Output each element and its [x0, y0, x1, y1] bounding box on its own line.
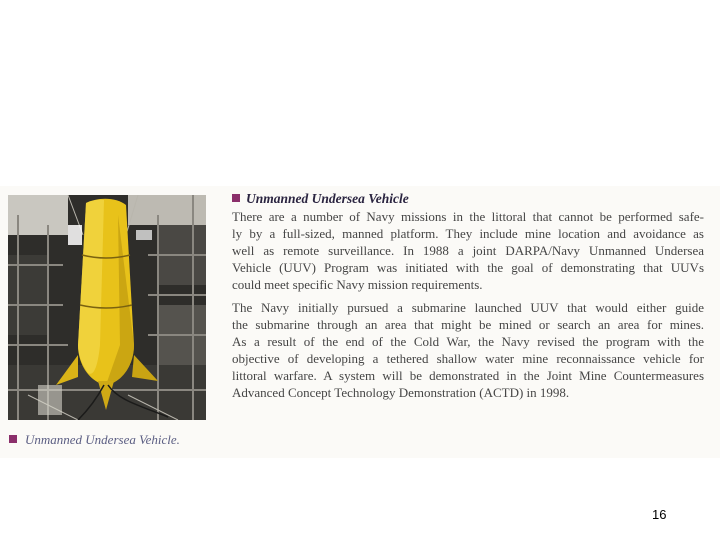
paragraph-1	[232, 208, 704, 293]
paragraph-line: Vehicle (UUV) Program was initiated with the goal of demonstrating that UUVs	[232, 260, 704, 275]
article-heading	[232, 190, 704, 208]
bullet-icon	[9, 435, 17, 443]
paragraph-2	[232, 299, 704, 401]
uuv-photo	[8, 195, 206, 420]
page-number: 16	[652, 507, 667, 522]
photo-caption	[9, 432, 180, 448]
paragraph-line: The Navy initially pursued a submarine launched UUV that would either guide	[232, 300, 704, 315]
paragraph-line: the submarine through an area that might be mined or search an area for mines.	[232, 317, 704, 332]
paragraph-line: ly by a full-sized, manned platform. They include mine location and avoidance as	[232, 226, 704, 241]
paragraph-line: There are a number of Navy missions in the littoral that cannot be performed safe-	[232, 209, 704, 224]
photo-caption-text: Unmanned Undersea Vehicle.	[25, 432, 180, 447]
paragraph-line: As a result of the end of the Cold War, the Navy revised the program with the	[232, 334, 704, 349]
article-heading-text: Unmanned Undersea Vehicle	[246, 191, 409, 206]
paragraph-line: could meet specific Navy mission requirements.	[232, 277, 483, 292]
article	[232, 190, 704, 401]
paragraph-line: Advanced Concept Technology Demonstration (ACTD) in 1998.	[232, 385, 570, 400]
bullet-icon	[232, 194, 240, 202]
paragraph-line: well as remote surveillance. In 1988 a joint DARPA/Navy Unmanned Undersea	[232, 243, 704, 258]
paragraph-line: littoral warfare. A system will be demonstrated in the Joint Mine Countermeasures	[232, 368, 704, 383]
paragraph-line: objective of developing a tethered shallow water mine reconnaissance vehicle for	[232, 351, 704, 366]
